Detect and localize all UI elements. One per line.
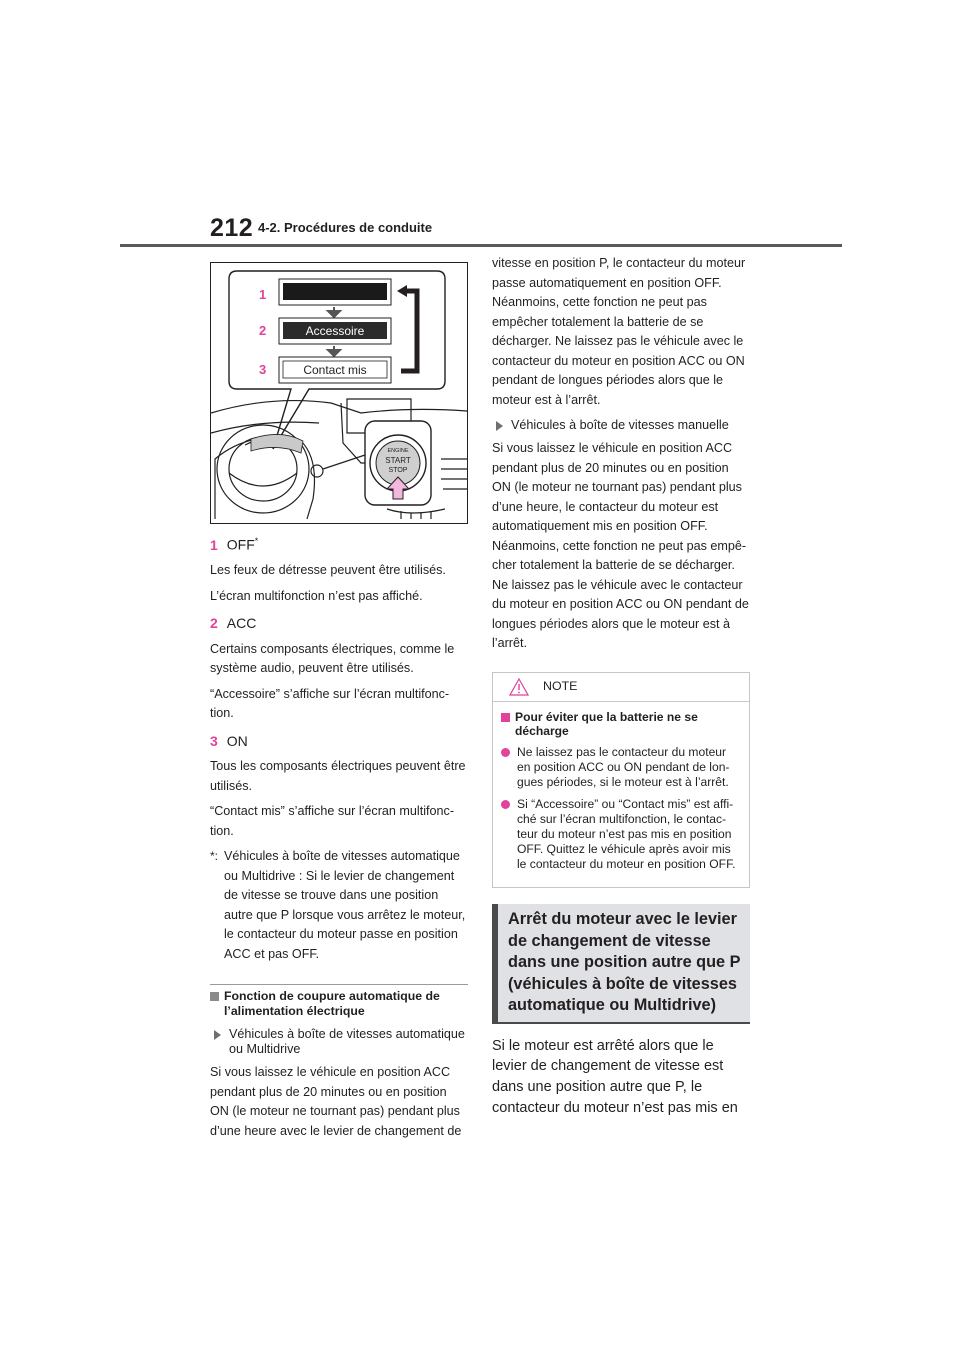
triangle-bullet-icon bbox=[496, 421, 503, 431]
condition-text: Véhicules à boîte de vitesses manuelle bbox=[511, 418, 729, 432]
condition-label bbox=[210, 1027, 468, 1057]
paragraph: Si vous laissez le véhicule en position ACC pendant plus de 20 minutes ou en position ON (le moteur ne tournant pas) pendant plus d’une heure, le contacteur du moteur est automatiquement mis en position OFF. Néanmoins, cette fonction ne peut pas empê-cher totalement la batterie de se décharger. Ne laissez pas le véhicule avec le contacteur du moteur en position ACC ou ON pendant de longues périodes alors que le moteur est à l’arrêt. bbox=[492, 441, 749, 650]
bullet-dot-icon bbox=[501, 800, 510, 809]
paragraph: Certains composants électriques, comme le système audio, peuvent être utilisés. bbox=[210, 641, 455, 676]
mode-label-text: OFF bbox=[226, 536, 255, 553]
display-accessory-text: Accessoire bbox=[305, 324, 365, 338]
mode-on-heading bbox=[210, 732, 468, 752]
right-column bbox=[492, 254, 750, 1133]
note-bullet-text: Ne laissez pas le contacteur du moteur en position ACC ou ON pendant de lon-gues périodes, si le moteur est à l’arrêt. bbox=[517, 745, 730, 789]
note-header bbox=[493, 673, 749, 702]
display-off-screen bbox=[283, 283, 387, 300]
auto-off-section bbox=[210, 984, 468, 1019]
condition-text: Véhicules à boîte de vitesses automatique ou Multidrive bbox=[229, 1027, 465, 1057]
mode-label: ACC bbox=[226, 615, 257, 632]
note-bullet bbox=[501, 797, 741, 871]
mode-number: 3 bbox=[210, 732, 218, 749]
square-bullet-icon bbox=[210, 992, 219, 1001]
triangle-bullet-icon bbox=[214, 1030, 221, 1040]
figure-label-2: 2 bbox=[259, 323, 267, 338]
mode-number: 1 bbox=[210, 536, 218, 553]
footnote-marker: * bbox=[254, 536, 259, 546]
button-text-engine: ENGINE bbox=[387, 448, 409, 454]
note-body bbox=[493, 702, 749, 888]
footnote-text: Véhicules à boîte de vitesses automatique ou Multidrive : Si le levier de changement de vitesse se trouve dans une position autre que P lorsque vous arrêtez le moteur, le contacteur du moteur passe en position ACC et pas OFF. bbox=[224, 849, 466, 961]
section-banner: Arrêt du moteur avec le levier de changement de vitesse dans une position autre que P (véhicules à boîte de vitesses automatique ou Multidrive) bbox=[492, 904, 750, 1023]
closing-paragraph: Si le moteur est arrêté alors que le levier de changement de vitesse est dans une position autre que P, le contacteur du moteur n’est pas mis en bbox=[492, 1037, 738, 1116]
figure-label-3: 3 bbox=[259, 362, 267, 377]
note-subheading bbox=[501, 710, 741, 740]
paragraph: “Contact mis” s’affiche sur l’écran multifonc-tion. bbox=[210, 804, 455, 838]
mode-acc-heading bbox=[210, 614, 468, 634]
button-text-start: START bbox=[385, 456, 411, 465]
page-number: 212 bbox=[210, 214, 254, 242]
header-rule bbox=[120, 244, 842, 247]
paragraph: “Accessoire” s’affiche sur l’écran multifonc-tion. bbox=[210, 686, 450, 721]
footnote bbox=[210, 847, 468, 964]
mode-label bbox=[227, 532, 259, 555]
paragraph: Si vous laissez le véhicule en position ACC pendant plus de 20 minutes ou en position ON (le moteur ne tournant pas) pendant plus d’une heure avec le levier de changement de bbox=[210, 1065, 462, 1138]
button-text-stop: STOP bbox=[388, 467, 408, 474]
illustration-svg bbox=[211, 263, 467, 523]
paragraph: L’écran multifonction n’est pas affiché. bbox=[210, 588, 423, 603]
warning-icon bbox=[509, 678, 529, 696]
note-bullet bbox=[501, 745, 741, 789]
note-bullet-text: Si “Accessoire” ou “Contact mis” est affi-ché sur l’écran multifonction, le contac-teur du moteur n’est pas mis en position OFF. Quittez le véhicule après avoir mis le contacteur du moteur en position OFF. bbox=[517, 797, 736, 871]
left-column bbox=[210, 262, 468, 1147]
figure-label-1: 1 bbox=[259, 287, 267, 302]
square-bullet-icon bbox=[501, 713, 510, 722]
paragraph: Les feux de détresse peuvent être utilisés. bbox=[210, 563, 446, 578]
mode-number: 2 bbox=[210, 615, 218, 632]
note-title: NOTE bbox=[543, 678, 578, 693]
subheading bbox=[210, 989, 468, 1019]
note-box bbox=[492, 672, 750, 889]
footnote-mark: *: bbox=[210, 849, 219, 864]
note-subheading-text: Pour éviter que la batterie ne se décharge bbox=[515, 709, 698, 739]
section-title: 4-2. Procédures de conduite bbox=[258, 220, 433, 235]
paragraph: Tous les composants électriques peuvent être utilisés. bbox=[210, 759, 466, 793]
condition-label bbox=[492, 418, 750, 433]
paragraph: vitesse en position P, le contacteur du moteur passe automatiquement en position OFF. Néanmoins, cette fonction ne peut pas empêcher totalement la batterie de se décharger. Ne laissez pas le véhicule avec le contacteur du moteur en position ACC ou ON pendant de longues périodes alors que le moteur est à l’arrêt. bbox=[492, 256, 746, 407]
mode-off-heading bbox=[210, 532, 468, 555]
instrument-cluster bbox=[251, 434, 303, 453]
mode-label: ON bbox=[226, 732, 248, 749]
bullet-dot-icon bbox=[501, 748, 510, 757]
subheading-text: Fonction de coupure automatique de l’alimentation électrique bbox=[224, 989, 440, 1019]
engine-switch-illustration bbox=[210, 262, 468, 524]
display-contact-text: Contact mis bbox=[303, 363, 367, 377]
